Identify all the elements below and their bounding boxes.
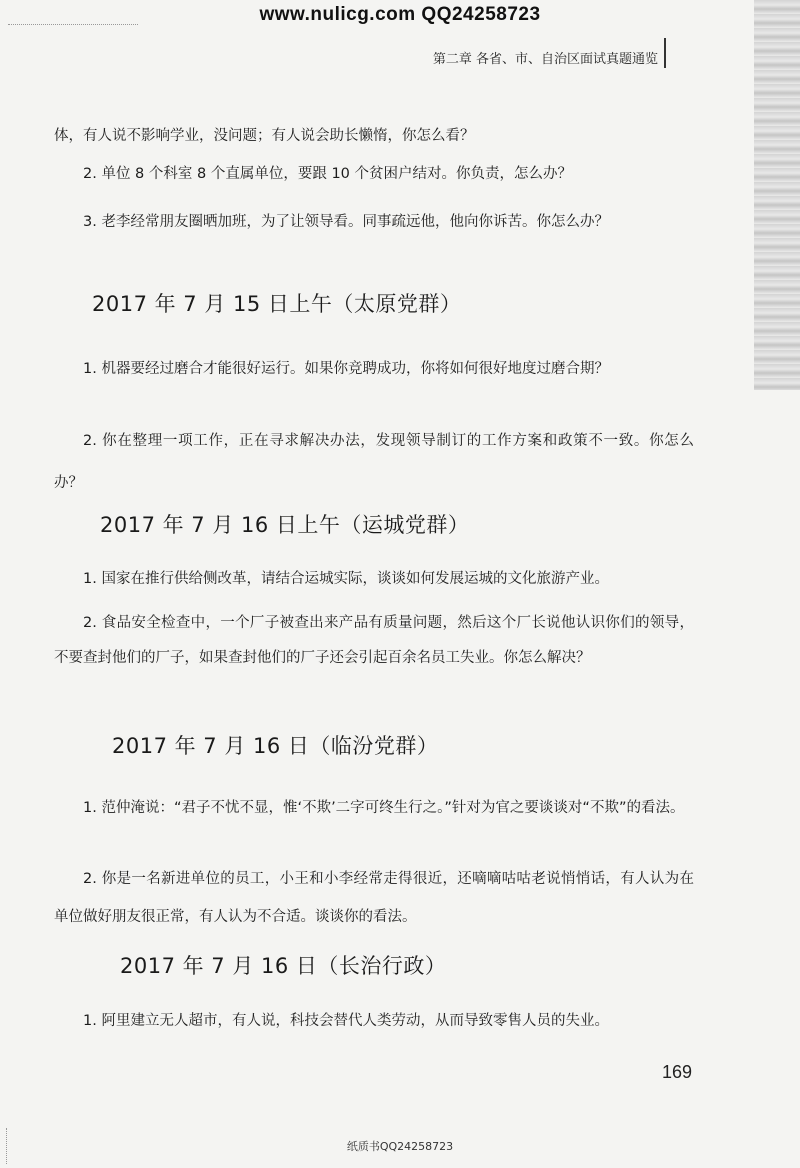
paragraph: 1. 范仲淹说：“君子不忧不显，惟‘不欺’二字可终生行之。”针对为官之要谈谈对“不欺”的看法。 [83,800,685,816]
watermark-header: www.nulicg.com QQ24258723 [259,4,541,25]
section-heading: 2017 年 7 月 16 日（临汾党群） [112,734,439,758]
section-heading: 2017 年 7 月 16 日（长治行政） [120,954,447,978]
paragraph: 体，有人说不影响学业，没问题；有人说会助长懒惰，你怎么看？ [54,128,475,144]
paragraph: 2. 食品安全检查中，一个厂子被查出来产品有质量问题，然后这个厂长说他认识你们的领导，不要查封他们的厂子，如果查封他们的厂子还会引起百余名员工失业。你怎么解决？ [54,615,694,666]
page-edge-artifact [754,0,800,390]
page-number: 169 [662,1062,693,1082]
paragraph: 2. 你在整理一项工作，正在寻求解决办法，发现领导制订的工作方案和政策不一致。你怎么办？ [54,433,694,491]
running-head: 第二章 各省、市、自治区面试真题通览 [432,52,658,67]
paragraph: 3. 老李经常朋友圈晒加班，为了让领导看。同事疏远他，他向你诉苦。你怎么办？ [83,214,609,230]
paragraph: 2. 单位 8 个科室 8 个直属单位，要跟 10 个贫困户结对。你负责，怎么办？ [83,166,572,182]
section-heading: 2017 年 7 月 15 日上午（太原党群） [92,292,462,316]
paragraph: 1. 机器要经过磨合才能很好运行。如果你竞聘成功，你将如何很好地度过磨合期？ [83,361,609,377]
watermark-footer: 纸质书QQ24258723 [346,1140,454,1153]
section-heading: 2017 年 7 月 16 日上午（运城党群） [100,513,470,537]
scan-artifact-line [8,24,138,25]
paragraph: 2. 你是一名新进单位的员工，小王和小李经常走得很近，还嘀嘀咕咕老说悄悄话，有人认为在单位做好朋友很正常，有人认为不合适。谈谈你的看法。 [54,871,694,925]
paragraph: 1. 国家在推行供给侧改革，请结合运城实际，谈谈如何发展运城的文化旅游产业。 [83,571,609,587]
paragraph: 1. 阿里建立无人超市，有人说，科技会替代人类劳动，从而导致零售人员的失业。 [83,1013,609,1029]
header-rule [664,38,666,68]
